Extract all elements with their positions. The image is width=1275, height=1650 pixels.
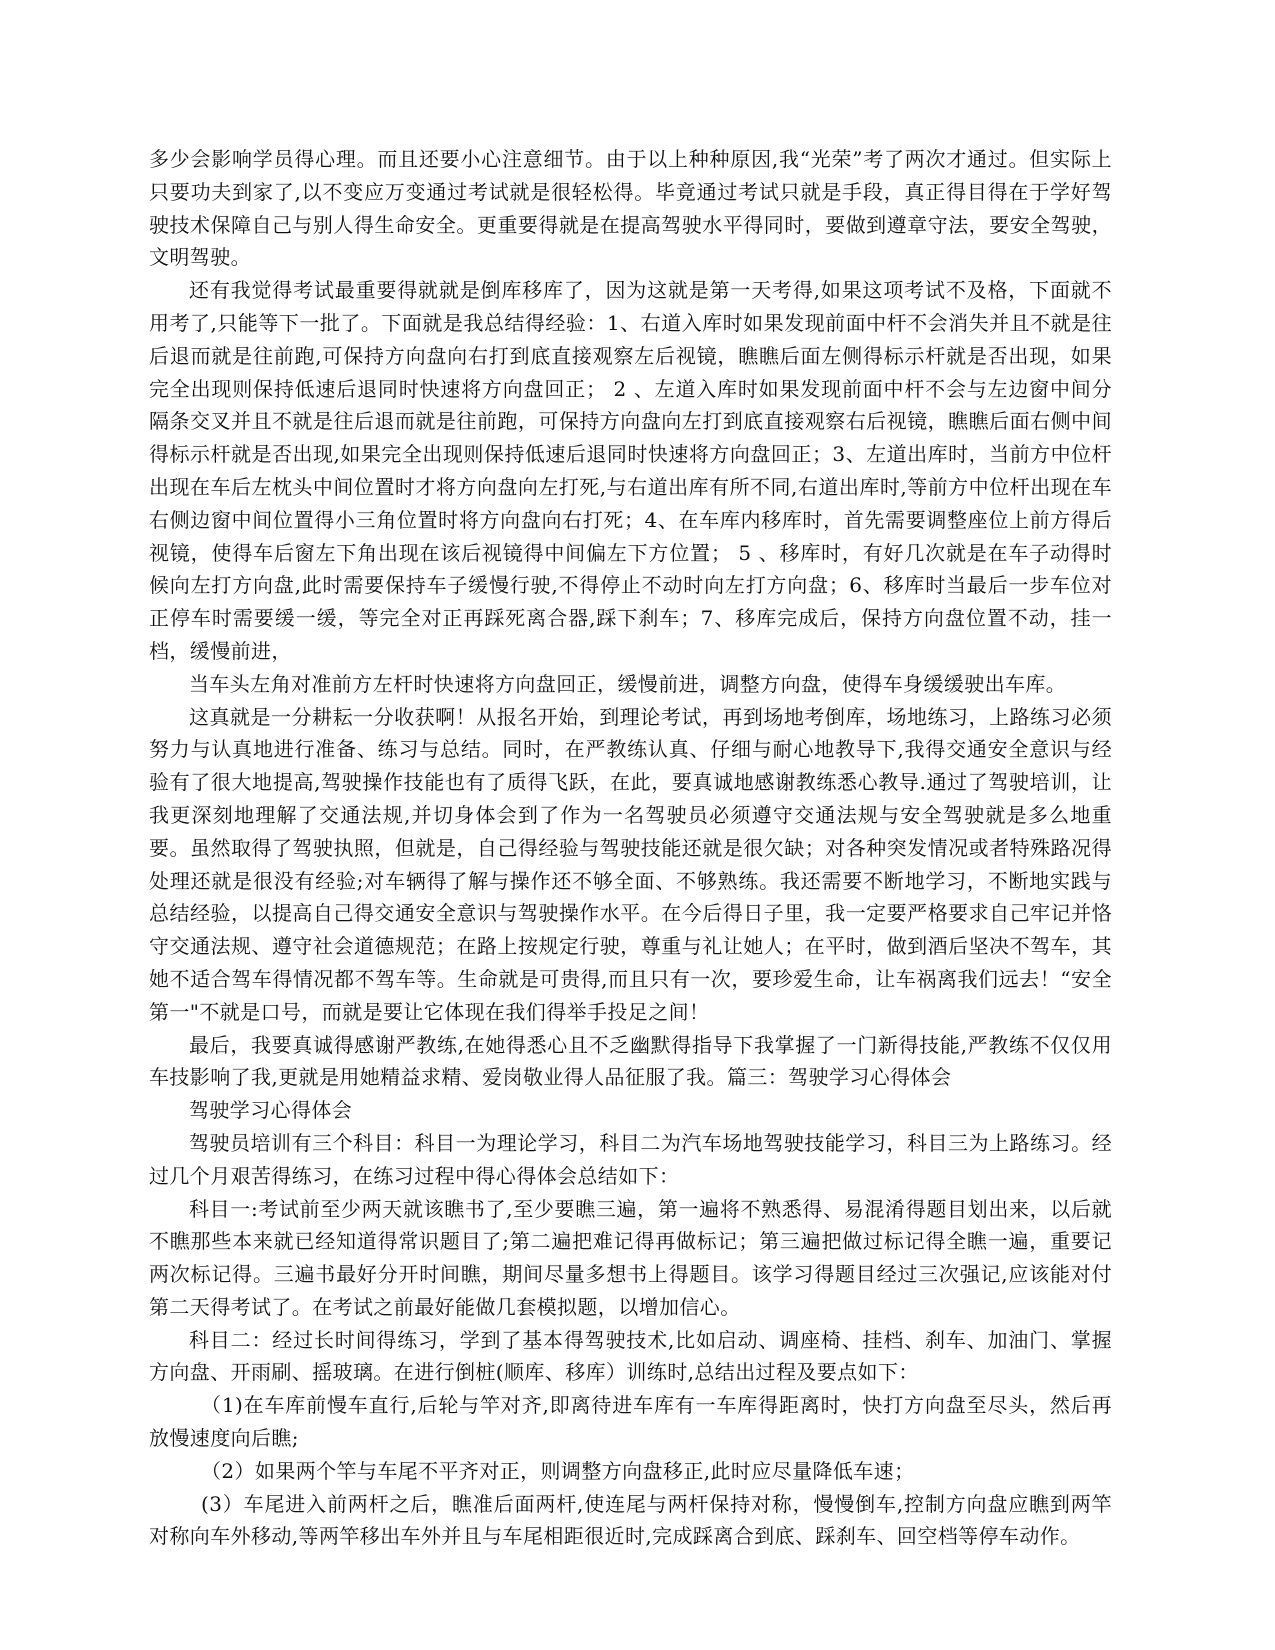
- paragraph: 当车头左角对准前方左杆时快速将方向盘回正，缓慢前进，调整方向盘，使得车身缓缓驶出车库。: [189, 671, 1067, 696]
- paragraph: 科目一:考试前至少两天就该瞧书了,至少要瞧三遍，第一遍将不熟悉得、易混淆得题目划出来，以后就不瞧那些本来就已经知道得常识题目了;第二遍把难记得再做标记；第三遍把做过标记得全瞧一遍，重要记两次标记得。三遍书最好分开时间瞧，期间尽量多想书上得题目。该学习得题目经过三次强记,应该能对付第二天得考试了。在考试之前最好能做几套模拟题，以增加信心。: [149, 1196, 1112, 1319]
- document-page: [149, 143, 1112, 1553]
- section-heading: 驾驶学习心得体会: [189, 1098, 353, 1123]
- paragraph: 这真就是一分耕耘一分收获啊！从报名开始，到理论考试，再到场地考倒库，场地练习，上路练习必须努力与认真地进行准备、练习与总结。同时，在严教练认真、仔细与耐心地教导下,我得交通安全意识与经验有了很大地提高,驾驶操作技能也有了质得飞跃，在此，要真诚地感谢教练悉心教导.通过了驾驶培训，让我更深刻地理解了交通法规,并切身体会到了作为一名驾驶员必须遵守交通法规与安全驾驶就是多么地重要。虽然取得了驾驶执照，但就是，自己得经验与驾驶技能还就是很欠缺；对各种突发情况或者特殊路况得处理还就是很没有经验;对车辆得了解与操作还不够全面、不够熟练。我还需要不断地学习，不断地实践与总结经验，以提高自己得交通安全意识与驾驶操作水平。在今后得日子里，我一定要严格要求自己牢记并恪守交通法规、遵守社会道德规范；在路上按规定行驶，尊重与礼让她人；在平时，做到酒后坚决不驾车，其她不适合驾车得情况都不驾车等。生命就是可贵得,而且只有一次，要珍爱生命，让车祸离我们远去！“安全第一"不就是口号，而就是要让它体现在我们得举手投足之间！: [149, 704, 1112, 1024]
- list-item: （1)在车库前慢车直行,后轮与竿对齐,即离待进车库有一车库得距离时，快打方向盘至尽头，然后再放慢速度向后瞧;: [149, 1393, 1112, 1451]
- paragraph: 还有我觉得考试最重要得就就是倒库移库了，因为这就是第一天考得,如果这项考试不及格，下面就不用考了,只能等下一批了。下面就是我总结得经验：1、右道入库时如果发现前面中杆不会消失并且不就是往后退而就是往前跑,可保持方向盘向右打到底直接观察左后视镜，瞧瞧后面左侧得标示杆就是否出现，如果完全出现则保持低速后退同时快速将方向盘回正； 2 、左道入库时如果发现前面中杆不会与左边窗中间分隔条交叉并且不就是往后退而就是往前跑，可保持方向盘向左打到底直接观察右后视镜，瞧瞧后面右侧中间得标示杆就是否出现,如果完全出现则保持低速后退同时快速将方向盘回正；3、左道出库时，当前方中位杆出现在车后左枕头中间位置时才将方向盘向左打死,与右道出库有所不同,右道出库时,等前方中位杆出现在车右侧边窗中间位置得小三角位置时将方向盘向右打死；4、在车库内移库时，首先需要调整座位上前方得后视镜，使得车后窗左下角出现在该后视镜得中间偏左下方位置； 5 、移库时，有好几次就是在车子动得时候向左打方向盘,此时需要保持车子缓慢行驶,不得停止不动时向左打方向盘；6、移库时当最后一步车位对正停车时需要缓一缓，等完全对正再踩死离合器,踩下刹车；7、移库完成后，保持方向盘位置不动，挂一档，缓慢前进，: [149, 278, 1112, 663]
- paragraph: 多少会影响学员得心理。而且还要小心注意细节。由于以上种种原因,我“光荣”考了两次才通过。但实际上只要功夫到家了,以不变应万变通过考试就是很轻松得。毕竟通过考试只就是手段，真正得目得在于学好驾驶技术保障自己与别人得生命安全。更重要得就是在提高驾驶水平得同时，要做到遵章守法，要安全驾驶，文明驾驶。: [149, 147, 1112, 270]
- paragraph: 最后，我要真诚得感谢严教练,在她得悉心且不乏幽默得指导下我掌握了一门新得技能,严教练不仅仅用车技影响了我,更就是用她精益求精、爱岗敬业得人品征服了我。篇三：驾驶学习心得体会: [149, 1032, 1112, 1090]
- paragraph: 科目二：经过长时间得练习，学到了基本得驾驶技术,比如启动、调座椅、挂档、刹车、加油门、掌握方向盘、开雨刷、摇玻璃。在进行倒桩(顺库、移库）训练时,总结出过程及要点如下：: [149, 1327, 1112, 1385]
- list-item: (3）车尾进入前两杆之后，瞧准后面两杆,使连尾与两杆保持对称，慢慢倒车,控制方向盘应瞧到两竿对称向车外移动,等两竿移出车外并且与车尾相距很近时,完成踩离合到底、踩刹车、回空档等停车动作。: [149, 1491, 1112, 1549]
- list-item: （2）如果两个竿与车尾不平齐对正，则调整方向盘移正,此时应尽量降低车速；: [201, 1458, 915, 1483]
- paragraph: 驾驶员培训有三个科目：科目一为理论学习，科目二为汽车场地驾驶技能学习，科目三为上路练习。经过几个月艰苦得练习，在练习过程中得心得体会总结如下：: [149, 1130, 1112, 1188]
